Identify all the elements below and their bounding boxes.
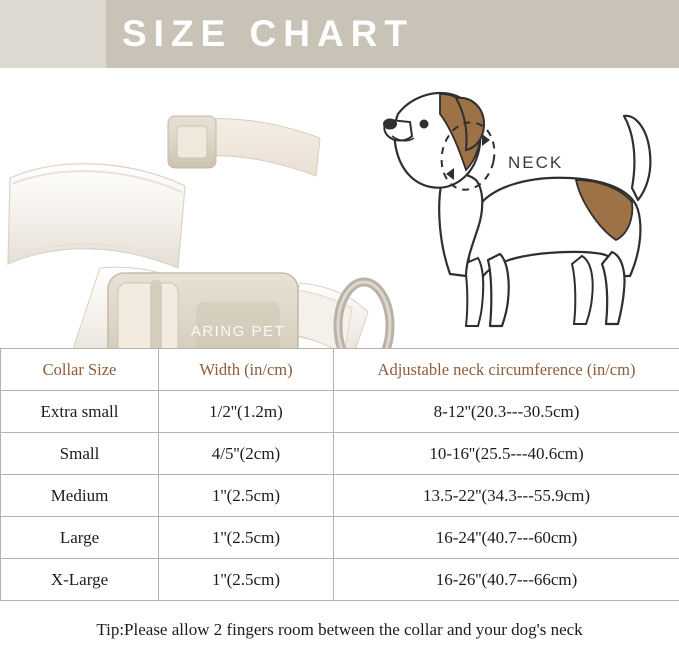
cell-neck: 16-24''(40.7---60cm)	[334, 517, 679, 559]
collar-illustration	[0, 68, 400, 348]
page-title: SIZE CHART	[122, 13, 414, 54]
cell-neck: 16-26''(40.7---66cm)	[334, 559, 679, 601]
size-table-wrap	[0, 348, 679, 601]
table-row	[1, 517, 679, 559]
collar-svg	[0, 68, 400, 348]
table-row	[1, 559, 679, 601]
size-table	[0, 348, 679, 601]
dog-illustration	[380, 68, 679, 348]
cell-neck: 10-16''(25.5---40.6cm)	[334, 433, 679, 475]
column-header-width: Width (in/cm)	[159, 349, 334, 391]
illustration-area	[0, 68, 679, 348]
column-header-collar-size: Collar Size	[1, 349, 159, 391]
cell-width: 1/2''(1.2m)	[159, 391, 334, 433]
cell-width: 1''(2.5cm)	[159, 517, 334, 559]
buckle	[108, 273, 298, 348]
table-row	[1, 475, 679, 517]
table-header-row	[1, 349, 679, 391]
table-row	[1, 391, 679, 433]
dog-svg	[380, 68, 679, 348]
cell-width: 4/5''(2cm)	[159, 433, 334, 475]
table-row	[1, 433, 679, 475]
collar-brand-text: ARING PET	[190, 323, 286, 340]
cell-width: 1''(2.5cm)	[159, 475, 334, 517]
cell-size: Medium	[1, 475, 159, 517]
header-inner-band	[106, 0, 679, 68]
cell-size: X-Large	[1, 559, 159, 601]
cell-width: 1''(2.5cm)	[159, 559, 334, 601]
header-band	[0, 0, 679, 68]
cell-size: Extra small	[1, 391, 159, 433]
cell-neck: 13.5-22''(34.3---55.9cm)	[334, 475, 679, 517]
cell-size: Small	[1, 433, 159, 475]
tip-text: Tip:Please allow 2 fingers room between the collar and your dog's neck	[96, 620, 583, 639]
neck-label: NECK	[508, 153, 564, 172]
cell-size: Large	[1, 517, 159, 559]
column-header-neck-circumference: Adjustable neck circumference (in/cm)	[334, 349, 679, 391]
cell-neck: 8-12''(20.3---30.5cm)	[334, 391, 679, 433]
